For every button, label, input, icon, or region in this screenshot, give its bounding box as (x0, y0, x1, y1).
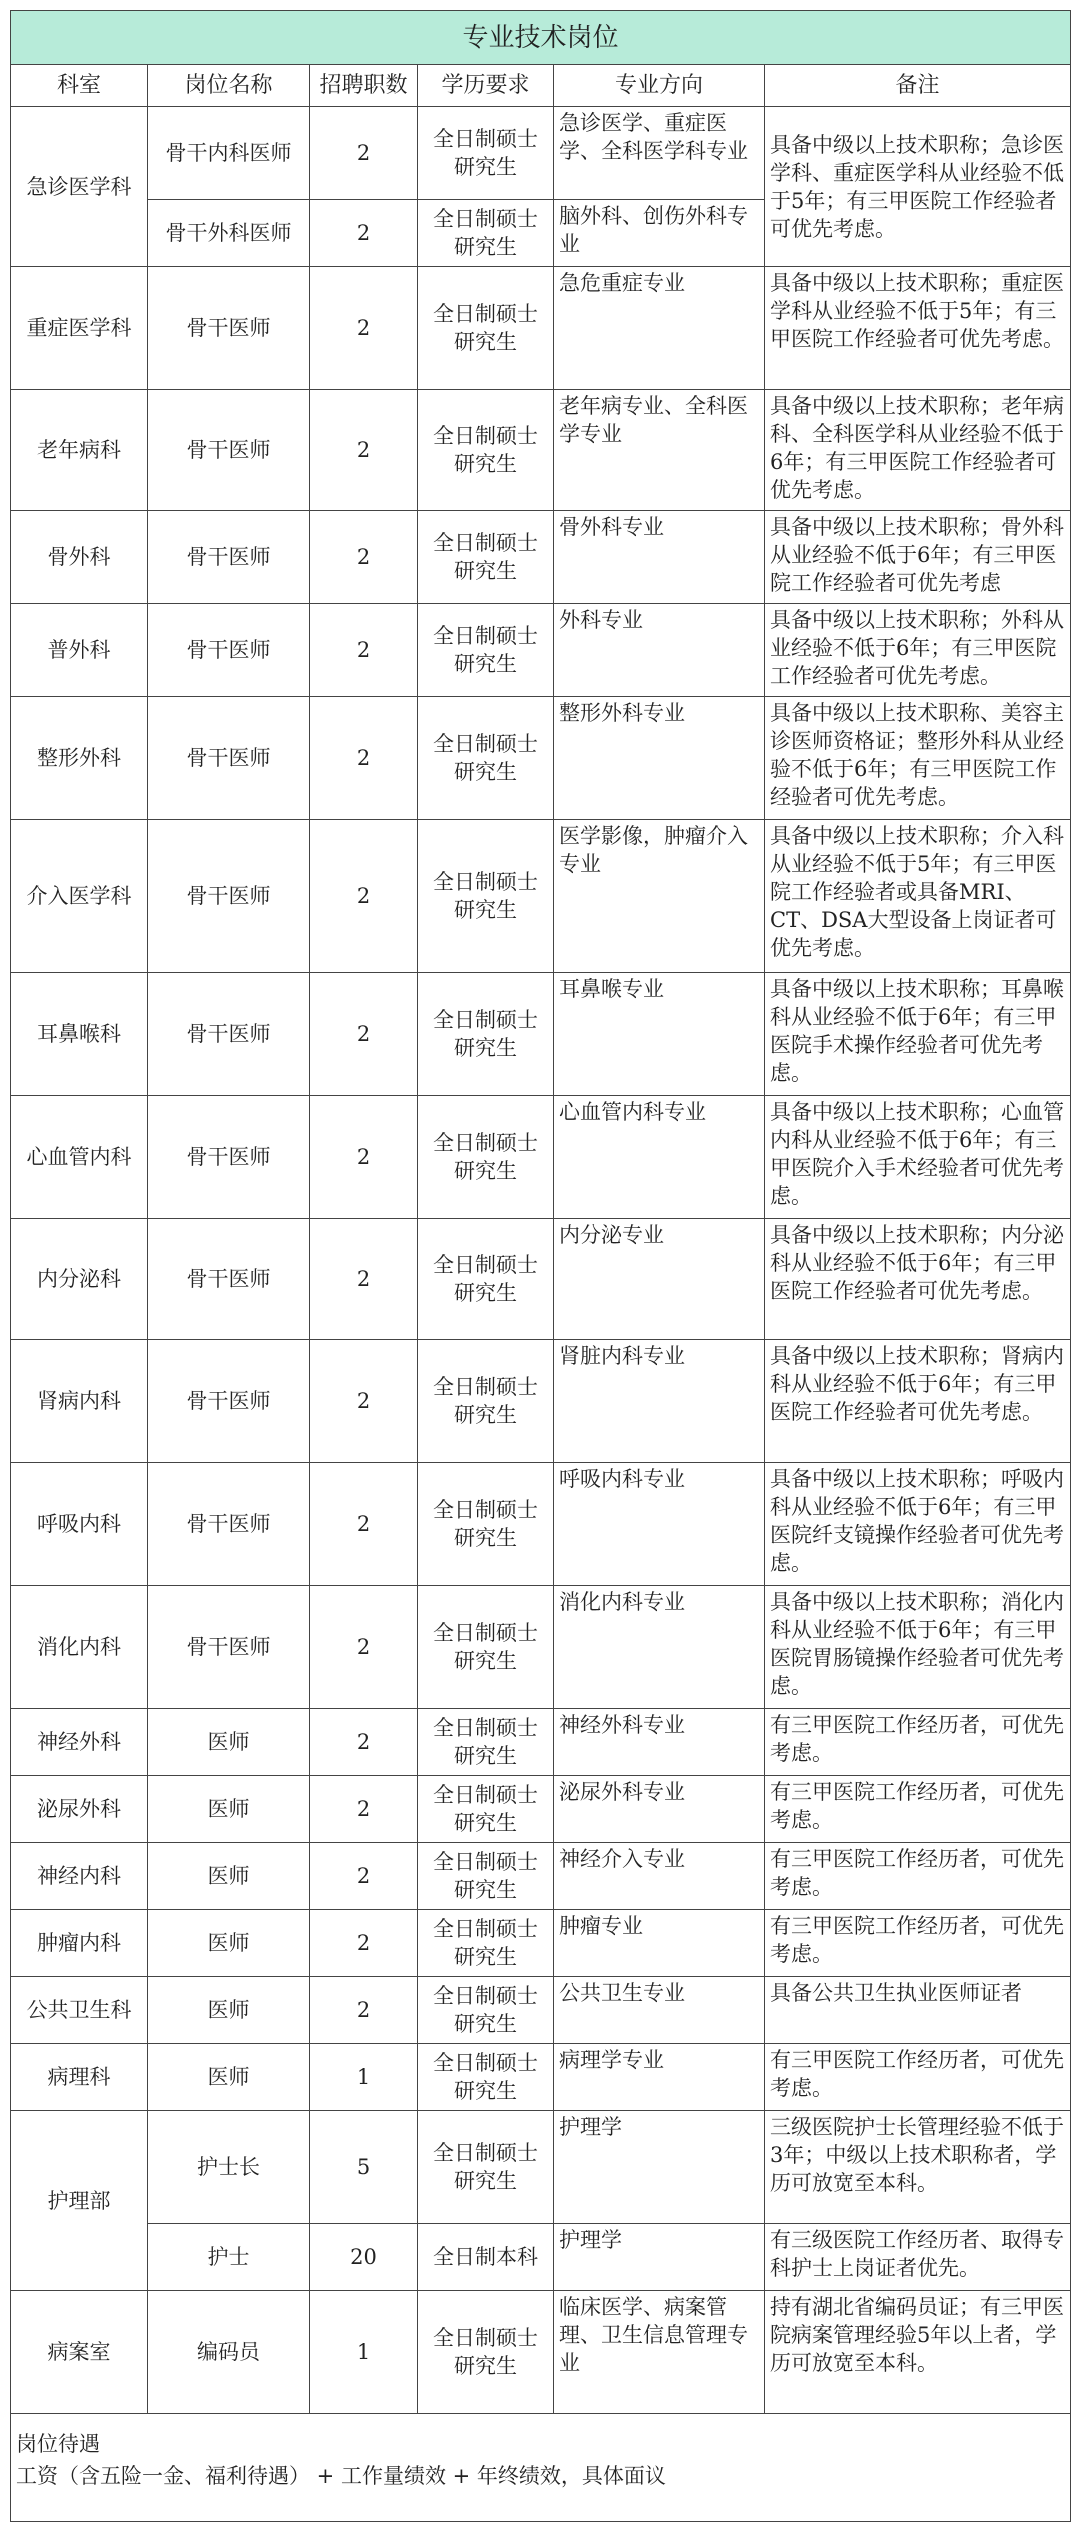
cell-post: 骨干医师 (148, 697, 310, 820)
cell-dept: 神经内科 (11, 1843, 148, 1910)
cell-education: 全日制硕士研究生 (418, 1463, 554, 1586)
cell-major: 公共卫生专业 (554, 1977, 765, 2044)
cell-post: 医师 (148, 1776, 310, 1843)
cell-post: 骨干医师 (148, 267, 310, 390)
cell-education: 全日制硕士研究生 (418, 511, 554, 604)
table-row (11, 604, 1071, 697)
cell-post: 骨干外科医师 (148, 200, 310, 267)
table-row (11, 973, 1071, 1096)
cell-count: 20 (310, 2224, 418, 2291)
table-row (11, 2044, 1071, 2111)
cell-education: 全日制硕士研究生 (418, 1910, 554, 1977)
cell-count: 2 (310, 1843, 418, 1910)
table-row (11, 107, 1071, 200)
cell-notes: 具备中级以上技术职称；肾病内科从业经验不低于6年；有三甲医院工作经验者可优先考虑。 (765, 1340, 1071, 1463)
table-row (11, 2111, 1071, 2224)
cell-notes: 具备中级以上技术职称；骨外科从业经验不低于6年；有三甲医院工作经验者可优先考虑 (765, 511, 1071, 604)
cell-dept: 病案室 (11, 2291, 148, 2414)
cell-education: 全日制硕士研究生 (418, 390, 554, 511)
cell-notes: 具备中级以上技术职称、美容主诊医师资格证；整形外科从业经验不低于6年；有三甲医院工作经验者可优先考虑。 (765, 697, 1071, 820)
cell-count: 2 (310, 1709, 418, 1776)
cell-dept: 心血管内科 (11, 1096, 148, 1219)
cell-count: 2 (310, 1910, 418, 1977)
benefits-text: 工资（含五险一金、福利待遇） + 工作量绩效 + 年终绩效，具体面议 (16, 2464, 666, 2488)
cell-dept: 介入医学科 (11, 820, 148, 973)
cell-post: 骨干内科医师 (148, 107, 310, 200)
cell-notes: 具备中级以上技术职称；心血管内科从业经验不低于6年；有三甲医院介入手术经验者可优先考虑。 (765, 1096, 1071, 1219)
cell-dept: 肿瘤内科 (11, 1910, 148, 1977)
cell-dept: 整形外科 (11, 697, 148, 820)
cell-count: 2 (310, 1096, 418, 1219)
cell-major: 神经介入专业 (554, 1843, 765, 1910)
cell-education: 全日制硕士研究生 (418, 1340, 554, 1463)
cell-post: 医师 (148, 1843, 310, 1910)
table-row (11, 1843, 1071, 1910)
cell-major: 外科专业 (554, 604, 765, 697)
cell-count: 2 (310, 697, 418, 820)
cell-count: 2 (310, 1586, 418, 1709)
cell-notes: 具备中级以上技术职称；内分泌科从业经验不低于6年；有三甲医院工作经验者可优先考虑。 (765, 1219, 1071, 1340)
cell-education: 全日制硕士研究生 (418, 267, 554, 390)
table-row (11, 2291, 1071, 2414)
table-row (11, 1910, 1071, 1977)
header-count: 招聘职数 (310, 65, 418, 107)
cell-count: 2 (310, 390, 418, 511)
cell-dept: 病理科 (11, 2044, 148, 2111)
cell-post: 骨干医师 (148, 1096, 310, 1219)
cell-education: 全日制硕士研究生 (418, 1977, 554, 2044)
cell-education: 全日制硕士研究生 (418, 200, 554, 267)
cell-major: 护理学 (554, 2111, 765, 2224)
cell-major: 消化内科专业 (554, 1586, 765, 1709)
cell-notes: 具备中级以上技术职称；老年病科、全科医学科从业经验不低于6年；有三甲医院工作经验者可优先考虑。 (765, 390, 1071, 511)
cell-count: 2 (310, 107, 418, 200)
header-notes: 备注 (765, 65, 1071, 107)
cell-dept: 老年病科 (11, 390, 148, 511)
cell-dept: 神经外科 (11, 1709, 148, 1776)
table-row (11, 820, 1071, 973)
benefits-heading: 岗位待遇 (16, 2432, 100, 2456)
cell-dept: 呼吸内科 (11, 1463, 148, 1586)
cell-post: 医师 (148, 2044, 310, 2111)
table-body (11, 107, 1071, 2414)
cell-notes: 具备公共卫生执业医师证者 (765, 1977, 1071, 2044)
cell-notes: 具备中级以上技术职称；外科从业经验不低于6年；有三甲医院工作经验者可优先考虑。 (765, 604, 1071, 697)
table-row (11, 1219, 1071, 1340)
cell-education: 全日制硕士研究生 (418, 1586, 554, 1709)
cell-major: 整形外科专业 (554, 697, 765, 820)
cell-post: 医师 (148, 1910, 310, 1977)
cell-notes: 具备中级以上技术职称；消化内科从业经验不低于6年；有三甲医院胃肠镜操作经验者可优先考虑。 (765, 1586, 1071, 1709)
table-row (11, 390, 1071, 511)
cell-post: 骨干医师 (148, 820, 310, 973)
cell-count: 2 (310, 1463, 418, 1586)
table-row (11, 1096, 1071, 1219)
cell-major: 肿瘤专业 (554, 1910, 765, 1977)
benefits-cell (11, 2414, 1071, 2522)
table-title: 专业技术岗位 (11, 11, 1071, 65)
cell-post: 骨干医师 (148, 973, 310, 1096)
cell-notes: 有三甲医院工作经历者，可优先考虑。 (765, 1843, 1071, 1910)
cell-notes: 具备中级以上技术职称；呼吸内科从业经验不低于6年；有三甲医院纤支镜操作经验者可优先考虑。 (765, 1463, 1071, 1586)
table-row (11, 1463, 1071, 1586)
recruitment-table (10, 10, 1071, 2522)
cell-notes: 具备中级以上技术职称；耳鼻喉科从业经验不低于6年；有三甲医院手术操作经验者可优先考虑。 (765, 973, 1071, 1096)
cell-education: 全日制硕士研究生 (418, 1709, 554, 1776)
table-row (11, 1776, 1071, 1843)
cell-count: 1 (310, 2044, 418, 2111)
cell-dept: 重症医学科 (11, 267, 148, 390)
cell-dept: 耳鼻喉科 (11, 973, 148, 1096)
cell-notes: 三级医院护士长管理经验不低于3年；中级以上技术职称者，学历可放宽至本科。 (765, 2111, 1071, 2224)
cell-dept: 内分泌科 (11, 1219, 148, 1340)
cell-count: 2 (310, 511, 418, 604)
cell-count: 2 (310, 200, 418, 267)
cell-major: 临床医学、病案管理、卫生信息管理专业 (554, 2291, 765, 2414)
cell-post: 护士 (148, 2224, 310, 2291)
cell-post: 护士长 (148, 2111, 310, 2224)
header-post: 岗位名称 (148, 65, 310, 107)
cell-education: 全日制硕士研究生 (418, 2291, 554, 2414)
cell-notes: 有三甲医院工作经历者，可优先考虑。 (765, 1776, 1071, 1843)
cell-dept: 公共卫生科 (11, 1977, 148, 2044)
cell-count: 2 (310, 267, 418, 390)
cell-dept: 消化内科 (11, 1586, 148, 1709)
table-row (11, 2224, 1071, 2291)
cell-dept: 护理部 (11, 2111, 148, 2291)
cell-major: 耳鼻喉专业 (554, 973, 765, 1096)
header-education: 学历要求 (418, 65, 554, 107)
cell-dept: 骨外科 (11, 511, 148, 604)
table-row (11, 511, 1071, 604)
cell-education: 全日制硕士研究生 (418, 107, 554, 200)
cell-post: 医师 (148, 1709, 310, 1776)
cell-post: 骨干医师 (148, 511, 310, 604)
cell-count: 2 (310, 1340, 418, 1463)
cell-count: 2 (310, 1219, 418, 1340)
cell-notes: 有三甲医院工作经历者，可优先考虑。 (765, 2044, 1071, 2111)
cell-major: 急诊医学、重症医学、全科医学科专业 (554, 107, 765, 200)
header-row (11, 65, 1071, 107)
cell-education: 全日制本科 (418, 2224, 554, 2291)
cell-post: 医师 (148, 1977, 310, 2044)
cell-education: 全日制硕士研究生 (418, 973, 554, 1096)
cell-major: 医学影像，肿瘤介入专业 (554, 820, 765, 973)
cell-major: 神经外科专业 (554, 1709, 765, 1776)
cell-post: 骨干医师 (148, 604, 310, 697)
cell-count: 2 (310, 604, 418, 697)
cell-major: 老年病专业、全科医学专业 (554, 390, 765, 511)
cell-post: 骨干医师 (148, 1586, 310, 1709)
cell-major: 内分泌专业 (554, 1219, 765, 1340)
cell-notes: 具备中级以上技术职称；介入科从业经验不低于5年；有三甲医院工作经验者或具备MRI、CT、DSA大型设备上岗证者可优先考虑。 (765, 820, 1071, 973)
cell-dept: 普外科 (11, 604, 148, 697)
cell-education: 全日制硕士研究生 (418, 2111, 554, 2224)
table-row (11, 1709, 1071, 1776)
cell-count: 2 (310, 820, 418, 973)
cell-dept: 泌尿外科 (11, 1776, 148, 1843)
recruitment-table-container (10, 10, 1070, 2522)
cell-count: 2 (310, 973, 418, 1096)
cell-notes: 有三级医院工作经历者、取得专科护士上岗证者优先。 (765, 2224, 1071, 2291)
cell-notes: 有三甲医院工作经历者，可优先考虑。 (765, 1709, 1071, 1776)
cell-count: 2 (310, 1977, 418, 2044)
table-row (11, 697, 1071, 820)
cell-education: 全日制硕士研究生 (418, 604, 554, 697)
cell-major: 护理学 (554, 2224, 765, 2291)
cell-post: 骨干医师 (148, 1463, 310, 1586)
cell-post: 骨干医师 (148, 1340, 310, 1463)
cell-notes: 具备中级以上技术职称；急诊医学科、重症医学科从业经验不低于5年；有三甲医院工作经验者可优先考虑。 (765, 107, 1071, 267)
cell-major: 肾脏内科专业 (554, 1340, 765, 1463)
cell-major: 心血管内科专业 (554, 1096, 765, 1219)
cell-notes: 有三甲医院工作经历者，可优先考虑。 (765, 1910, 1071, 1977)
cell-education: 全日制硕士研究生 (418, 697, 554, 820)
cell-education: 全日制硕士研究生 (418, 1843, 554, 1910)
cell-notes: 具备中级以上技术职称；重症医学科从业经验不低于5年；有三甲医院工作经验者可优先考虑。 (765, 267, 1071, 390)
cell-major: 脑外科、创伤外科专业 (554, 200, 765, 267)
table-row (11, 1586, 1071, 1709)
cell-major: 急危重症专业 (554, 267, 765, 390)
cell-count: 1 (310, 2291, 418, 2414)
table-row (11, 1340, 1071, 1463)
cell-post: 骨干医师 (148, 1219, 310, 1340)
cell-education: 全日制硕士研究生 (418, 1096, 554, 1219)
header-major: 专业方向 (554, 65, 765, 107)
cell-count: 2 (310, 1776, 418, 1843)
cell-major: 骨外科专业 (554, 511, 765, 604)
cell-major: 病理学专业 (554, 2044, 765, 2111)
cell-dept: 肾病内科 (11, 1340, 148, 1463)
cell-education: 全日制硕士研究生 (418, 1776, 554, 1843)
cell-major: 呼吸内科专业 (554, 1463, 765, 1586)
cell-education: 全日制硕士研究生 (418, 820, 554, 973)
cell-education: 全日制硕士研究生 (418, 1219, 554, 1340)
header-dept: 科室 (11, 65, 148, 107)
cell-notes: 持有湖北省编码员证；有三甲医院病案管理经验5年以上者，学历可放宽至本科。 (765, 2291, 1071, 2414)
cell-post: 编码员 (148, 2291, 310, 2414)
cell-post: 骨干医师 (148, 390, 310, 511)
table-row (11, 1977, 1071, 2044)
cell-dept: 急诊医学科 (11, 107, 148, 267)
cell-count: 5 (310, 2111, 418, 2224)
table-row (11, 267, 1071, 390)
cell-education: 全日制硕士研究生 (418, 2044, 554, 2111)
cell-major: 泌尿外科专业 (554, 1776, 765, 1843)
